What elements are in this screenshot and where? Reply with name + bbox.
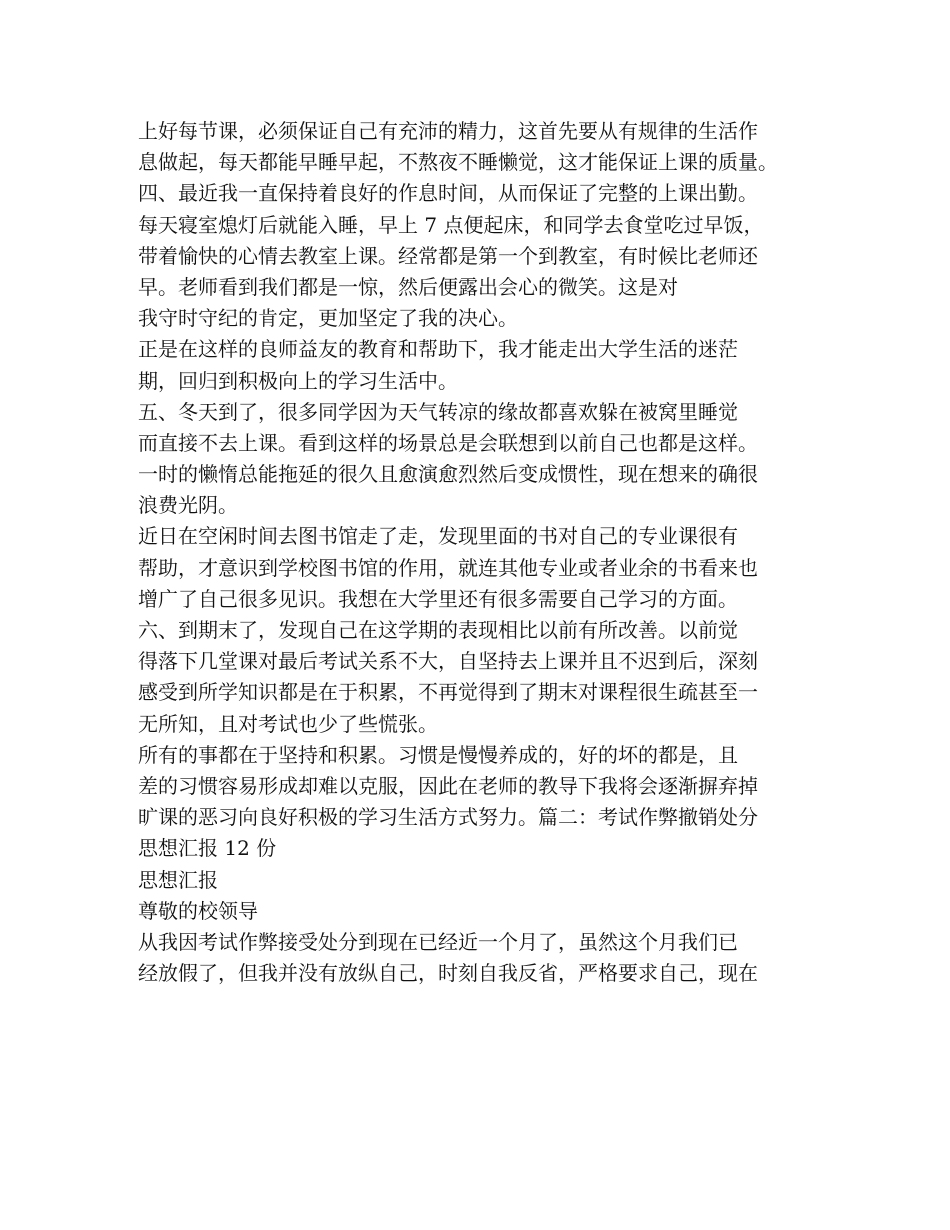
text-line: 所有的事都在于坚持和积累。习惯是慢慢养成的，好的坏的都是，且 bbox=[138, 742, 738, 767]
text-line: 浪费光阴。 bbox=[138, 493, 238, 518]
text-line: 而直接不去上课。看到这样的场景总是会联想到以前自己也都是这样。 bbox=[138, 430, 758, 455]
text-line: 得落下几堂课对最后考试关系不大，自坚持去上课并且不迟到后，深刻 bbox=[138, 649, 758, 674]
text-line: 息做起，每天都能早睡早起，不熬夜不睡懒觉，这才能保证上课的质量。 bbox=[138, 150, 778, 175]
text-line: 上好每节课，必须保证自己有充沛的精力，这首先要从有规律的生活作 bbox=[138, 119, 758, 143]
text-line: 一时的懒惰总能拖延的很久且愈演愈烈然后变成惯性，现在想来的确很 bbox=[138, 462, 758, 487]
text-line: 感受到所学知识都是在于积累，不再觉得到了期末对课程很生疏甚至一 bbox=[138, 680, 758, 705]
text-line: 尊敬的校领导 bbox=[138, 898, 258, 923]
text-line: 思想汇报 12 份 bbox=[138, 836, 277, 861]
text-line: 每天寝室熄灯后就能入睡，早上 7 点便起床，和同学去食堂吃过早饭， bbox=[138, 212, 764, 237]
text-line: 增广了自己很多见识。我想在大学里还有很多需要自己学习的方面。 bbox=[138, 586, 738, 611]
text-line: 四、最近我一直保持着良好的作息时间，从而保证了完整的上课出勤。 bbox=[138, 181, 758, 206]
text-line: 正是在这样的良师益友的教育和帮助下，我才能走出大学生活的迷茫 bbox=[138, 337, 738, 362]
text-line: 无所知，且对考试也少了些慌张。 bbox=[138, 711, 438, 736]
text-line: 我守时守纪的肯定，更加坚定了我的决心。 bbox=[138, 306, 518, 331]
text-line: 旷课的恶习向良好积极的学习生活方式努力。篇二：考试作弊撤销处分 bbox=[138, 805, 758, 830]
text-line: 差的习惯容易形成却难以克服，因此在老师的教导下我将会逐渐摒弃掉 bbox=[138, 773, 758, 798]
text-line: 思想汇报 bbox=[138, 867, 218, 892]
document-body bbox=[138, 116, 828, 989]
text-line: 经放假了，但我并没有放纵自己，时刻自我反省，严格要求自己，现在 bbox=[138, 961, 758, 986]
text-line: 期，回归到积极向上的学习生活中。 bbox=[138, 368, 458, 393]
text-line: 六、到期末了，发现自己在这学期的表现相比以前有所改善。以前觉 bbox=[138, 618, 738, 642]
text-line: 五、冬天到了，很多同学因为天气转凉的缘故都喜欢躲在被窝里睡觉 bbox=[138, 399, 738, 424]
text-line: 带着愉快的心情去教室上课。经常都是第一个到教室，有时候比老师还 bbox=[138, 243, 758, 268]
text-line: 帮助，才意识到学校图书馆的作用，就连其他专业或者业余的书看来也 bbox=[138, 555, 758, 580]
text-line: 早。老师看到我们都是一惊，然后便露出会心的微笑。这是对 bbox=[138, 274, 678, 299]
text-line: 近日在空闲时间去图书馆走了走，发现里面的书对自己的专业课很有 bbox=[138, 524, 738, 549]
text-line: 从我因考试作弊接受处分到现在已经近一个月了，虽然这个月我们已 bbox=[138, 929, 738, 954]
